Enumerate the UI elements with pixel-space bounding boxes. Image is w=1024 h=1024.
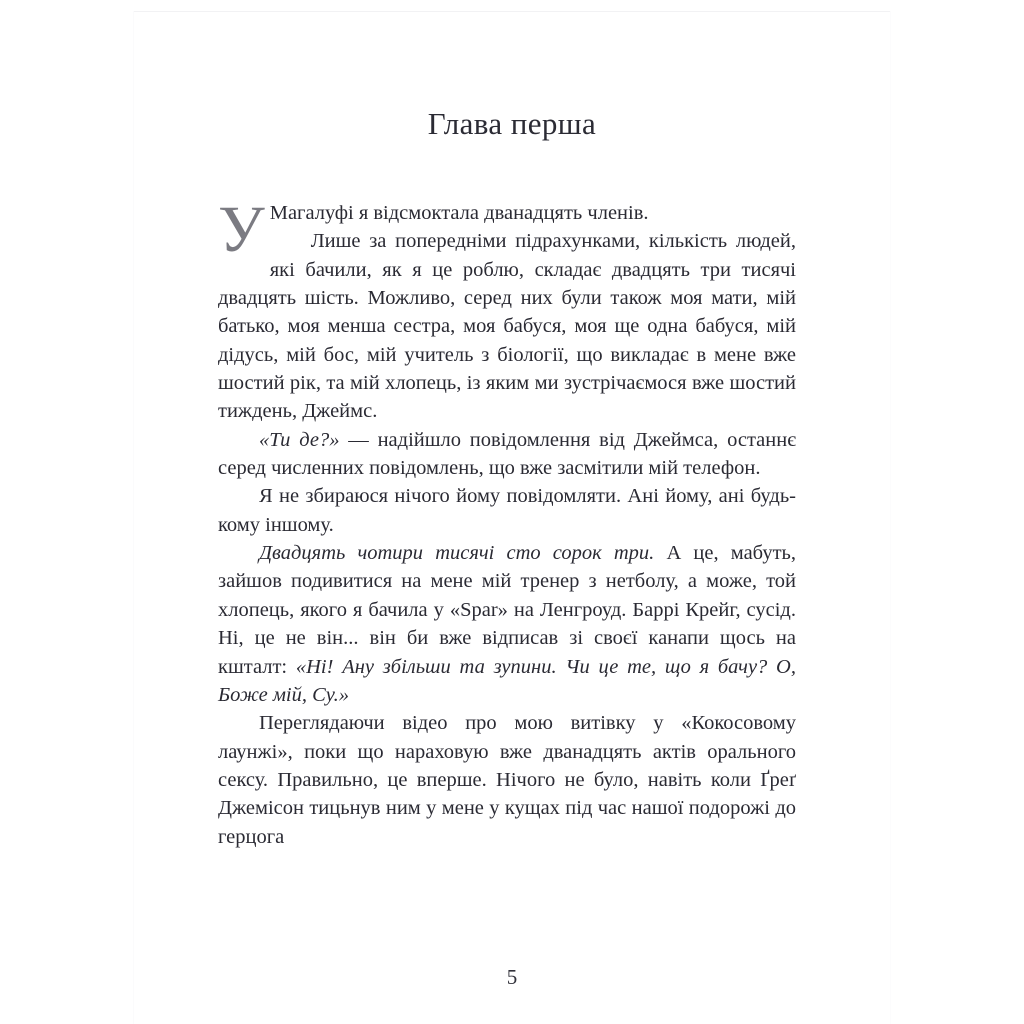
text-run: Я не збираюся нічого йому повідомляти. Ані йому, ані будь-кому іншому. xyxy=(218,485,796,536)
chapter-title: Глава перша xyxy=(427,105,597,141)
drop-cap: У xyxy=(218,193,265,266)
body-paragraph xyxy=(218,426,796,483)
body-paragraph xyxy=(218,227,796,425)
text-run: Лише за попередніми підрахунками, кількість людей, які бачили, як я це роблю, складає двадцять три тисячі двадцять шість. Можливо, серед них були також моя мати, мій батько, моя менша сестра, моя бабуся, моя ще одна бабуся, мій дідусь, мій бос, мій учитель з біології, що викладає в мене вже шостий рік, та мій хлопець, із яким ми зустрічаємося вже шостий тиждень, Джеймс. xyxy=(218,230,796,423)
italic-run: «Ти де?» xyxy=(259,428,340,451)
text-run: А це, мабуть, зайшов подивитися на мене мій тренер з нетболу, а може, той хлопець, якого я бачила у «Spar» на Ленгроуд. Баррі Крейг, сусід. Ні, це не він... він би вже відписав зі своєї канапи щось на кшталт: xyxy=(218,542,797,678)
italic-run: «Ні! Ану збільши та зупини. Чи це те, що я бачу? О, Боже мій, Су.» xyxy=(218,655,796,706)
page-number: 5 xyxy=(506,965,518,989)
body-text-column xyxy=(218,193,797,851)
text-run: — надійшло повідомлення від Джеймса, останнє серед численних повідомлень, що вже засмітили мій телефон. xyxy=(218,428,796,480)
body-paragraph xyxy=(218,482,796,539)
body-paragraph xyxy=(218,709,796,851)
text-run: Переглядаючи відео про мою витівку у «Кокосовому лаунжі», поки що нараховую вже дванадцять актів орального сексу. Правильно, це вперше. Нічого не було, навіть коли Ґреґ Джемісон тицьнув ним у мене у кущах під час нашої подорожі до герцога xyxy=(218,712,796,848)
body-paragraph xyxy=(218,193,796,266)
body-paragraph xyxy=(218,539,796,709)
italic-run: Двадцять чотири тисячі сто сорок три. xyxy=(259,542,655,565)
text-run: Магалуфі я відсмоктала дванадцять членів. xyxy=(269,202,649,224)
